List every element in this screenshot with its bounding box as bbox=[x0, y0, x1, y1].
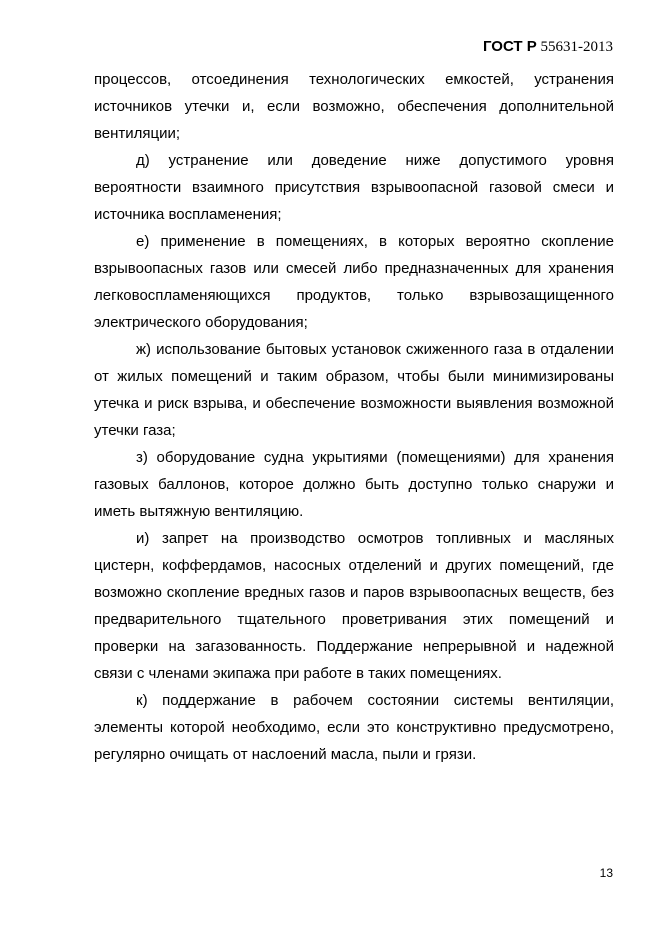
paragraph-item-zh: ж) использование бытовых установок сжиженного газа в отдалении от жилых помещений и таким образом, чтобы были минимизированы утечка и риск взрыва, и обеспечение возможности выявления возможной утечки газа; bbox=[94, 341, 614, 439]
paragraph-item-i: и) запрет на производство осмотров топливных и масляных цистерн, коффердамов, насосных отделений и других помещений, где возможно скопление вредных газов и паров взрывоопасных веществ, без предварительного тщательного проветривания этих помещений и проверки на загазованность. Поддержание непрерывной и надежной связи с членами экипажа при работе в таких помещениях. bbox=[94, 530, 614, 682]
paragraph-item-z: з) оборудование судна укрытиями (помещениями) для хранения газовых баллонов, которое должно быть доступно только снаружи и иметь вытяжную вентиляцию. bbox=[94, 449, 614, 520]
standard-prefix: ГОСТ Р bbox=[482, 38, 537, 55]
standard-number: 55631-2013 bbox=[540, 39, 613, 55]
page-number: 13 bbox=[599, 866, 613, 880]
document-header bbox=[483, 38, 613, 56]
paragraph-item-e: е) применение в помещениях, в которых вероятно скопление взрывоопасных газов или смесей либо предназначенных для хранения легковоспламеняющихся продуктов, только взрывозащищенного электрического оборудования; bbox=[94, 233, 614, 331]
paragraph-item-k: к) поддержание в рабочем состоянии системы вентиляции, элементы которой необходимо, если это конструктивно предусмотрено, регулярно очищать от наслоений масла, пыли и грязи. bbox=[94, 692, 614, 763]
paragraph-continuation: процессов, отсоединения технологических емкостей, устранения источников утечки и, если возможно, обеспечения дополнительной вентиляции; bbox=[94, 71, 614, 142]
paragraph-item-d: д) устранение или доведение ниже допустимого уровня вероятности взаимного присутствия взрывоопасной газовой смеси и источника воспламенения; bbox=[94, 152, 614, 223]
body-text bbox=[94, 66, 614, 768]
